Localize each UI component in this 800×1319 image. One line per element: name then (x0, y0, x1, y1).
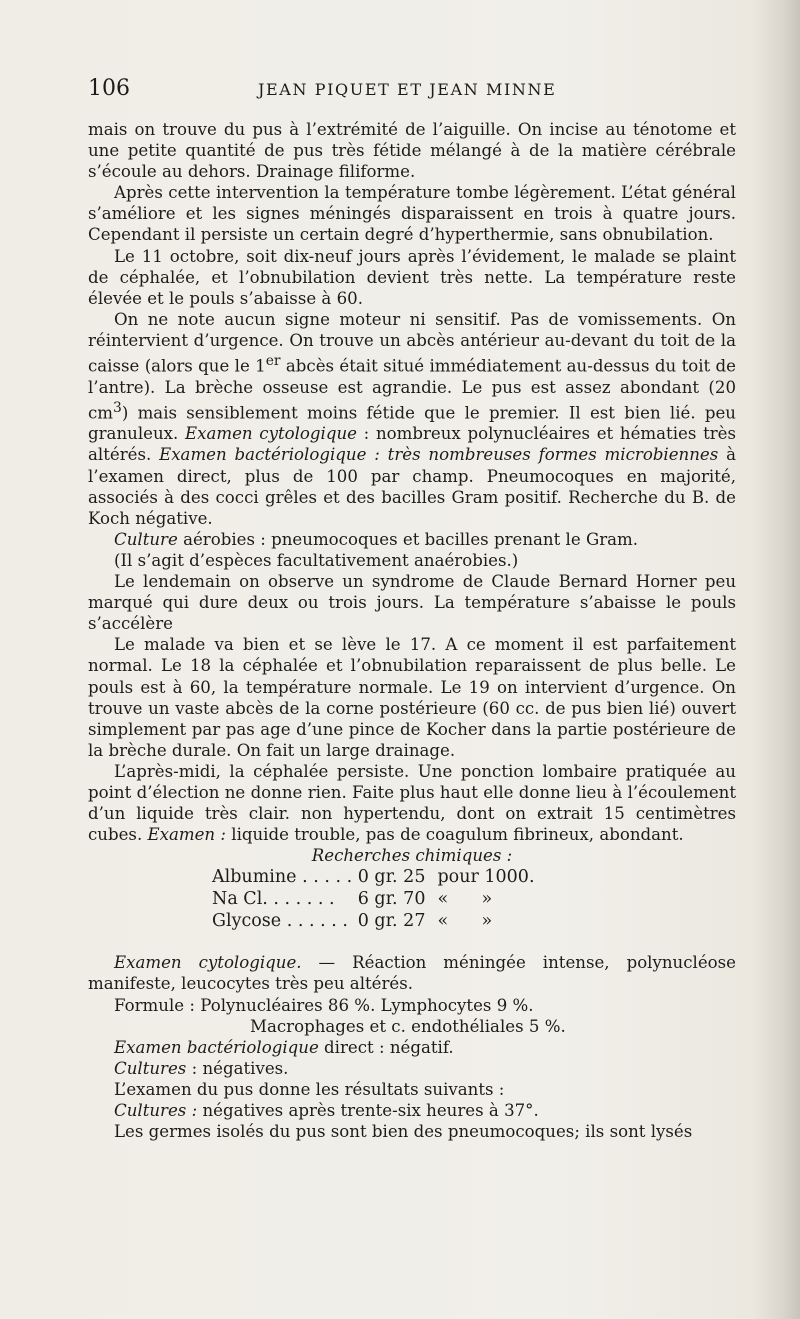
paragraph (88, 761, 736, 845)
italic-run: Culture (114, 529, 178, 549)
italic-run: Examen : (147, 825, 226, 845)
result-line (88, 1100, 736, 1121)
italic-run: Examen cytologique (184, 424, 357, 444)
text-run: à l’examen direct, plus de 100 par champ. Pneumocoques en majorité, associés à des cocci grêles et des bacilles Gram positif. Recherche du B. de Koch négative. (88, 445, 737, 528)
paragraph (88, 952, 736, 994)
text-run: direct : négatif. (318, 1037, 454, 1057)
table-cell-unit: pour 1000. (437, 867, 535, 888)
paragraph: Le lendemain on observe un syndrome de Claude Bernard Horner peu marqué qui dure deux ou trois jours. La température s’abaisse le pouls s’accélère (88, 572, 736, 634)
paragraph (88, 309, 736, 529)
table-cell-unit: « » (437, 911, 493, 932)
page-number: 106 (88, 76, 130, 101)
paragraph (88, 529, 736, 550)
text-run: : nombreux polynucléaires et hématies très altérés. (88, 424, 736, 465)
text-run: liquide trouble, pas de coagulum fibrineux, abondant. (225, 825, 684, 845)
italic-run: Examen bactériologique : très nombreuses formes microbiennes (159, 445, 719, 465)
page-header (88, 74, 734, 106)
formula-line: Formule : Polynucléaires 86 %. Lymphocytes 9 %. (114, 995, 534, 1015)
table-row (212, 866, 535, 888)
formula-line: Macrophages et c. endothéliales 5 %. (250, 1016, 566, 1036)
italic-run: Cultures : (114, 1101, 198, 1120)
text-run: aérobies : pneumocoques et bacilles prenant le Gram. (177, 529, 639, 549)
result-line: Les germes isolés du pus sont bien des pneumocoques; ils sont lysés (114, 1122, 693, 1142)
italic-run: Examen bactériologique (114, 1037, 319, 1057)
paragraph: (Il s’agit d’espèces facultativement anaérobies.) (114, 550, 519, 570)
text-run: — Réaction méningée intense, polynucléose manifeste, leucocytes très peu altérés. (88, 953, 736, 994)
italic-run: Examen cytologique. (114, 953, 302, 973)
text-run: négatives après trente-six heures à 37°. (197, 1101, 539, 1120)
table-cell-value: 0 gr. 27 (357, 911, 426, 932)
table-cell-value: 0 gr. 25 (357, 867, 426, 888)
running-title: JEAN PIQUET ET JEAN MINNE (258, 80, 557, 99)
text-run: : négatives. (186, 1058, 289, 1078)
chemistry-table (212, 866, 535, 932)
result-line (88, 1037, 736, 1058)
results-lines (88, 995, 736, 1143)
table-cell-unit: « » (437, 889, 493, 910)
text-run: ) mais sensiblement moins fétide que le premier. Il est bien lié. peu granuleux. (88, 403, 736, 444)
result-line: L’examen du pus donne les résultats suivants : (114, 1079, 505, 1099)
paragraph: Après cette intervention la température tombe légèrement. L’état général s’améliore et les signes méningés disparaissent en trois à quatre jours. Cependant il persiste un certain degré d’hyperthermie, sans obnubilation. (88, 183, 736, 245)
paragraph: Le malade va bien et se lève le 17. A ce moment il est parfaitement normal. Le 18 la céphalée et l’obnubilation reparaissent de plus belle. Le pouls est à 60, la température normale. Le 19 on intervient d’urgence. On trouve un vaste abcès de la corne postérieure (60 cc. de pus bien lié) ouvert simplement par pas age d’une pince de Kocher dans la partie postérieure de la brèche durale. On fait un large drainage. (88, 635, 736, 760)
table-row (212, 888, 535, 910)
superscript: er (265, 353, 281, 370)
result-line (88, 1058, 736, 1079)
table-cell-label: Na Cl. . . . . . . (212, 889, 341, 910)
superscript: 3 (113, 399, 122, 416)
table-cell-label: Glycose . . . . . . (212, 911, 354, 932)
text-run: L’après-midi, la céphalée persiste. Une ponction lombaire pratiquée au point d’élection ne donne rien. Faite plus haut elle donne lieu à l’écoulement d’un liquide très clair. non hypertendu, dont on extrait 15 centimètres cubes. (88, 761, 736, 845)
body-text (88, 119, 736, 1142)
text-run: abcès était situé immédiatement au-dessus du toit de l’antre). La brèche osseuse est agrandie. Le pus est assez abondant (20 cm (88, 356, 737, 423)
paragraph: mais on trouve du pus à l’extrémité de l’aiguille. On incise au ténotome et une petite quantité de pus très fétide mélangé à de la matière cérébrale s’écoule au dehors. Drainage filiforme. (88, 120, 736, 182)
paragraph: Le 11 octobre, soit dix-neuf jours après l’évidement, le malade se plaint de céphalée, et l’obnubilation devient très nette. La température reste élevée et le pouls s’abaisse à 60. (88, 246, 736, 308)
table-cell-value: 6 gr. 70 (357, 889, 426, 910)
section-title: Recherches chimiques : (311, 846, 513, 866)
table-row (212, 910, 535, 932)
text-run: On ne note aucun signe moteur ni sensitif. Pas de vomissements. On réintervient d’urgence. On trouve un abcès antérieur au-devant du toit de la caisse (alors que le 1 (88, 309, 736, 376)
italic-run: Cultures (114, 1058, 187, 1078)
table-cell-label: Albumine . . . . . (212, 867, 358, 888)
